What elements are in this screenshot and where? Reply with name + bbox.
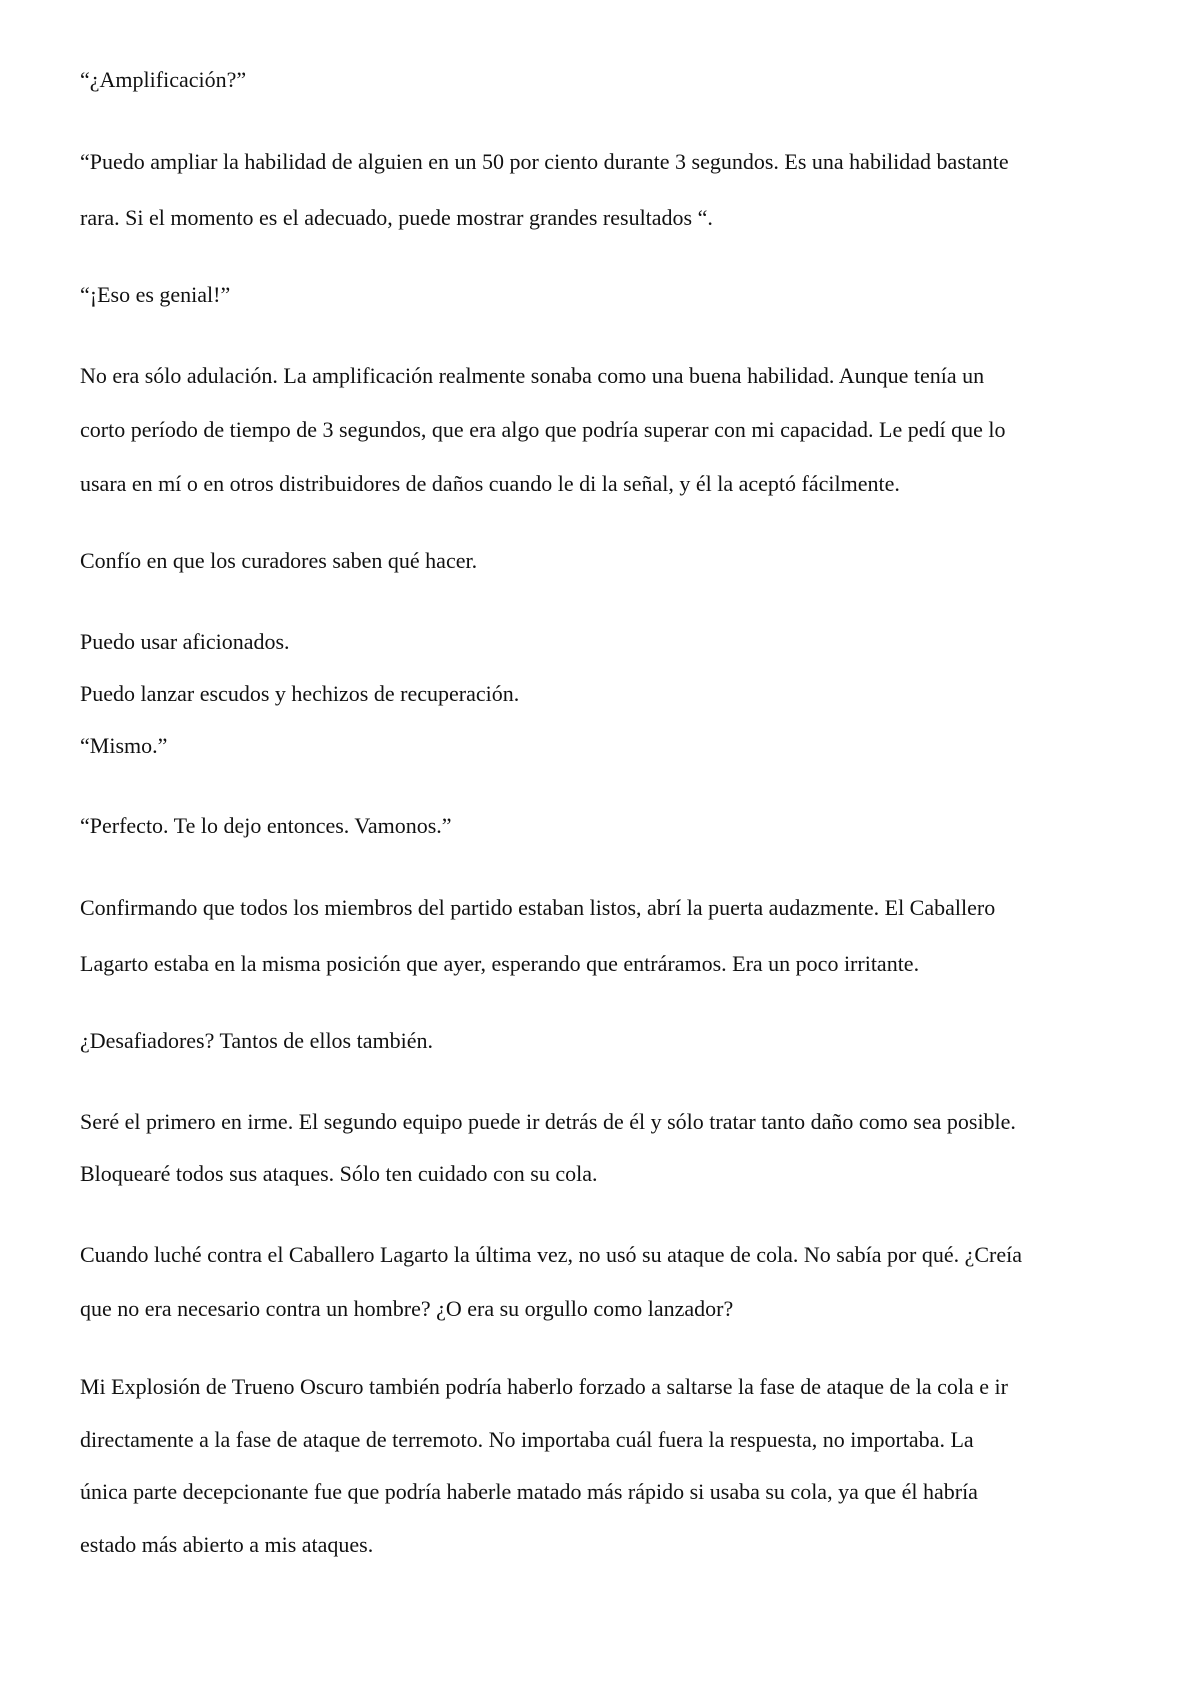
text-line: “Puedo ampliar la habilidad de alguien en un 50 por ciento durante 3 segundos. Es una habilidad bastante — [80, 149, 1009, 174]
text-line: Lagarto estaba en la misma posición que ayer, esperando que entráramos. Era un poco irritante. — [80, 951, 920, 976]
text-line: “¿Amplificación?” — [80, 67, 247, 92]
text-line: No era sólo adulación. La amplificación realmente sonaba como una buena habilidad. Aunque tenía un — [80, 363, 985, 388]
text-line: Puedo usar aficionados. — [80, 629, 290, 654]
text-line: Seré el primero en irme. El segundo equipo puede ir detrás de él y sólo tratar tanto daño como sea posible. — [80, 1109, 1016, 1134]
text-line: rara. Si el momento es el adecuado, puede mostrar grandes resultados “. — [80, 205, 713, 230]
text-line: usara en mí o en otros distribuidores de daños cuando le di la señal, y él la aceptó fácilmente. — [80, 471, 900, 496]
text-line: “Mismo.” — [80, 733, 168, 758]
text-line: estado más abierto a mis ataques. — [80, 1532, 374, 1557]
text-line: corto período de tiempo de 3 segundos, que era algo que podría superar con mi capacidad. Le pedí que lo — [80, 417, 1006, 442]
text-line: “Perfecto. Te lo dejo entonces. Vamonos.” — [80, 813, 452, 838]
text-line: que no era necesario contra un hombre? ¿O era su orgullo como lanzador? — [80, 1296, 734, 1321]
text-line: única parte decepcionante fue que podría haberle matado más rápido si usaba su cola, ya que él habría — [80, 1479, 978, 1504]
text-line: Cuando luché contra el Caballero Lagarto la última vez, no usó su ataque de cola. No sabía por qué. ¿Creía — [80, 1242, 1022, 1267]
text-line: ¿Desafiadores? Tantos de ellos también. — [80, 1028, 433, 1053]
text-line: “¡Eso es genial!” — [80, 282, 231, 307]
text-line: Puedo lanzar escudos y hechizos de recuperación. — [80, 681, 520, 706]
text-line: Mi Explosión de Trueno Oscuro también podría haberlo forzado a saltarse la fase de ataque de la cola e ir — [80, 1374, 1008, 1399]
text-line: Confío en que los curadores saben qué hacer. — [80, 548, 478, 573]
text-line: directamente a la fase de ataque de terremoto. No importaba cuál fuera la respuesta, no importaba. La — [80, 1427, 974, 1452]
text-line: Bloquearé todos sus ataques. Sólo ten cuidado con su cola. — [80, 1161, 598, 1186]
text-line: Confirmando que todos los miembros del partido estaban listos, abrí la puerta audazmente. El Caballero — [80, 895, 996, 920]
